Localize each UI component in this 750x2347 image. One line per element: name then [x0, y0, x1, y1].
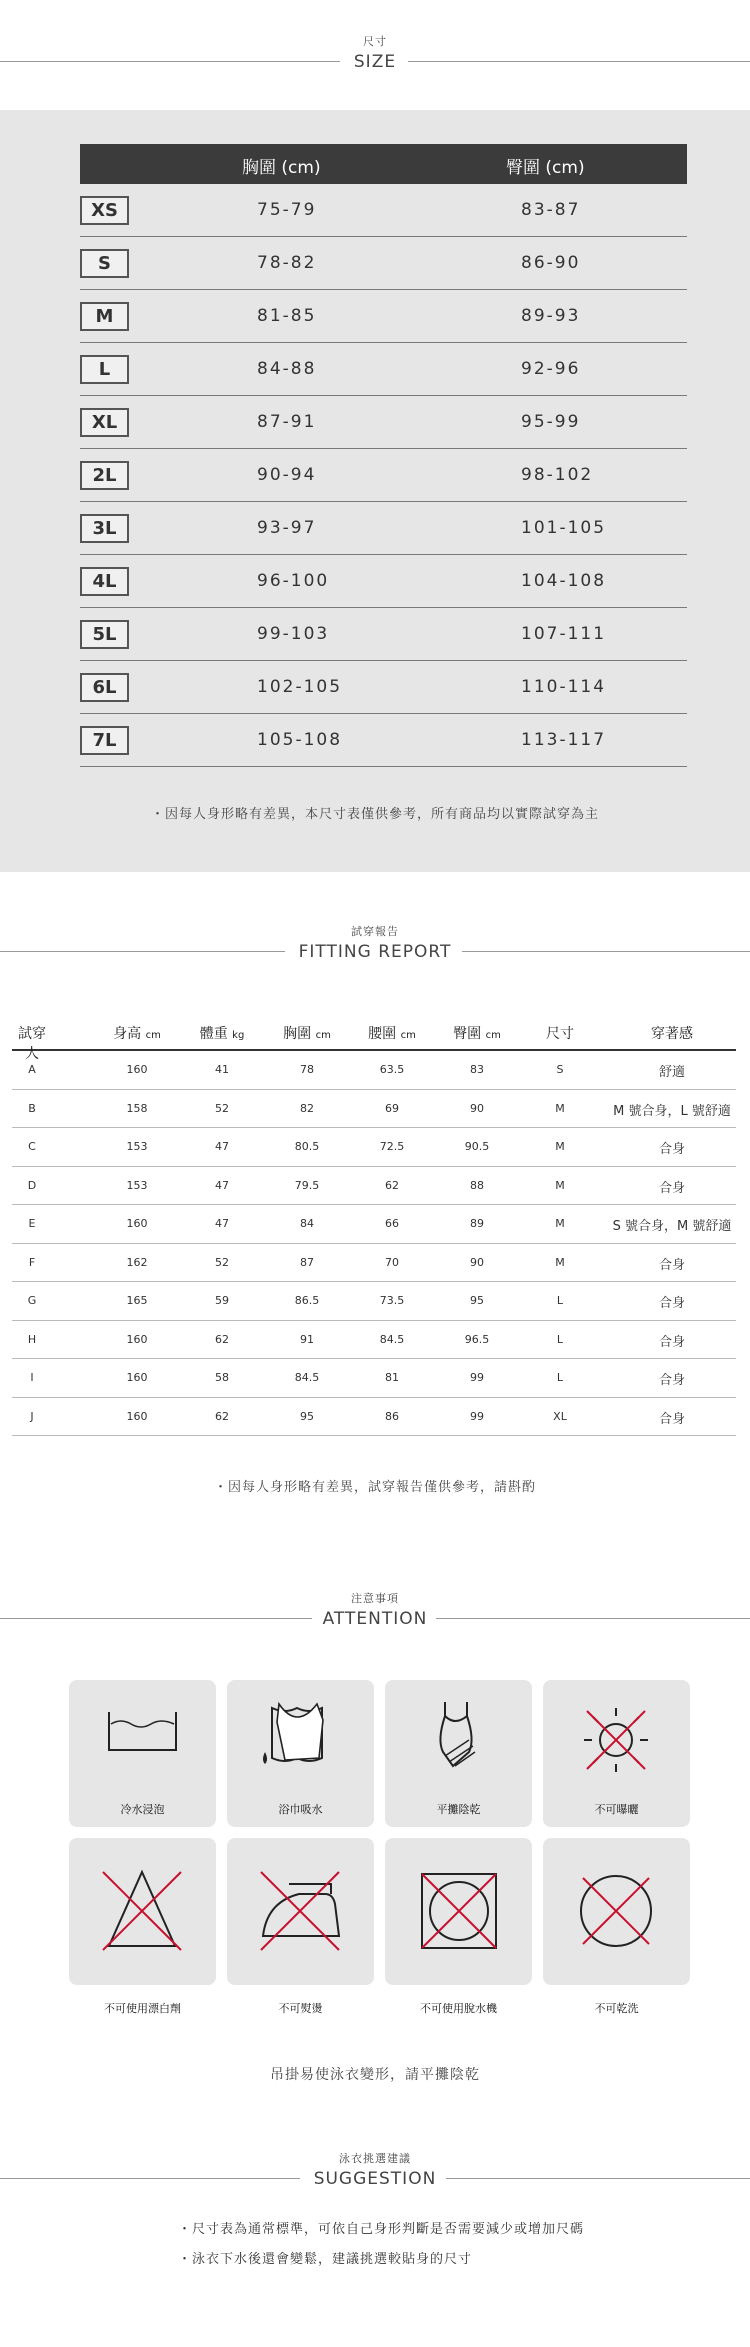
person-cell: H: [27, 1332, 37, 1346]
person-cell: F: [28, 1255, 36, 1269]
care-label: 不可乾洗: [594, 2002, 639, 2015]
chest-cell: 95: [300, 1409, 314, 1423]
height-cell: 153: [126, 1140, 148, 1153]
no-dry-clean-icon: [543, 1838, 690, 1985]
care-card-no-sun: [543, 1680, 690, 1827]
header-weight: 體重 kg: [199, 1026, 245, 1042]
divider-right: [462, 951, 750, 952]
person-cell: E: [28, 1217, 36, 1230]
feel-cell: 合身: [658, 1296, 685, 1311]
chest-cell: 84.5: [294, 1371, 320, 1384]
chest-range: 102-105: [257, 677, 343, 697]
header-size: 尺寸: [546, 1026, 574, 1042]
chest-range: 105-108: [257, 730, 343, 750]
chest-range: 84-88: [257, 359, 317, 379]
care-card-flat-dry: [385, 1680, 532, 1827]
size-badge: 2L: [80, 461, 129, 490]
no-bleach-icon: [69, 1838, 216, 1985]
hip-range: 86-90: [521, 253, 581, 273]
chest-column-header: 胸圍 (cm): [242, 158, 321, 178]
waist-cell: 66: [385, 1217, 399, 1230]
size-cell: L: [556, 1332, 564, 1346]
size-cell: L: [556, 1371, 564, 1384]
hip-cell: 83: [470, 1063, 484, 1076]
hip-range: 113-117: [521, 730, 607, 750]
chest-range: 87-91: [257, 412, 317, 432]
hip-range: 107-111: [521, 624, 607, 644]
hip-range: 104-108: [521, 571, 607, 591]
feel-cell: S 號合身，M 號舒適: [612, 1219, 732, 1234]
height-cell: 162: [126, 1255, 148, 1269]
size-row: [80, 449, 687, 502]
hip-cell: 90: [470, 1255, 484, 1269]
weight-cell: 47: [215, 1217, 229, 1230]
waist-cell: 72.5: [379, 1140, 405, 1153]
size-row: [80, 608, 687, 661]
person-cell: B: [28, 1101, 36, 1115]
person-cell: C: [28, 1140, 36, 1153]
size-cell: M: [555, 1101, 565, 1115]
size-cell: M: [555, 1255, 565, 1269]
height-cell: 160: [126, 1332, 148, 1346]
fitting-title-cn: 試穿報告: [351, 925, 399, 938]
care-card-no-spin: [385, 1838, 532, 1985]
hip-cell: 90.5: [464, 1140, 490, 1153]
hip-range: 92-96: [521, 359, 581, 379]
size-badge: S: [80, 249, 129, 278]
waist-cell: 70: [385, 1255, 399, 1269]
size-badge: 3L: [80, 514, 129, 543]
feel-cell: 合身: [658, 1411, 685, 1427]
size-row: [80, 661, 687, 714]
size-row: [80, 502, 687, 555]
attention-section-header: [0, 1590, 750, 1629]
chest-range: 81-85: [257, 306, 317, 326]
fitting-row: [12, 1167, 736, 1206]
weight-cell: 52: [215, 1255, 229, 1269]
chest-cell: 79.5: [294, 1178, 320, 1192]
fitting-row: [12, 1359, 736, 1398]
feel-cell: 合身: [658, 1257, 685, 1273]
size-cell: M: [555, 1217, 565, 1230]
weight-cell: 41: [215, 1063, 229, 1076]
height-cell: 160: [126, 1371, 148, 1384]
feel-cell: 合身: [658, 1373, 685, 1388]
size-badge: 5L: [80, 620, 129, 649]
weight-cell: 59: [215, 1294, 229, 1307]
care-label: 平攤陰乾: [436, 1803, 481, 1816]
care-card-no-bleach: [69, 1838, 216, 1985]
hip-cell: 89: [470, 1217, 484, 1230]
feel-cell: 合身: [658, 1180, 685, 1196]
care-label: 不可曝曬: [594, 1803, 639, 1816]
fitting-row: [12, 1244, 736, 1283]
size-badge: XL: [80, 408, 129, 437]
fitting-row: [12, 1051, 736, 1090]
size-cell: XL: [553, 1409, 567, 1423]
waist-cell: 84.5: [379, 1332, 405, 1346]
size-cell: M: [555, 1140, 565, 1153]
fitting-row: [12, 1282, 736, 1321]
chest-range: 99-103: [257, 624, 330, 644]
size-row: [80, 290, 687, 343]
weight-cell: 52: [215, 1101, 229, 1115]
care-card-no-dry-clean: [543, 1838, 690, 1985]
hip-cell: 99: [470, 1409, 484, 1423]
attention-title-cn: 注意事項: [351, 1592, 399, 1605]
fitting-section-header: [0, 923, 750, 962]
fitting-row: [12, 1398, 736, 1437]
size-title-en: SIZE: [353, 52, 397, 72]
hip-cell: 96.5: [464, 1332, 490, 1346]
header-waist: 腰圍 cm: [368, 1026, 416, 1042]
weight-cell: 58: [215, 1371, 229, 1384]
height-cell: 158: [126, 1101, 148, 1115]
weight-cell: 47: [215, 1178, 229, 1192]
suggestion-line: ・尺寸表為通常標準，可依自己身形判斷是否需要減少或增加尺碼: [178, 2222, 585, 2237]
suggestion-line: ・泳衣下水後還會變鬆，建議挑選較貼身的尺寸: [178, 2252, 473, 2267]
hip-range: 110-114: [521, 677, 607, 697]
chest-cell: 84: [300, 1217, 314, 1230]
chest-cell: 87: [300, 1255, 314, 1269]
height-cell: 160: [126, 1409, 148, 1423]
divider-left: [0, 61, 340, 62]
divider-left: [0, 2178, 300, 2179]
suggestion-title-cn: 泳衣挑選建議: [339, 2152, 411, 2165]
fitting-row: [12, 1128, 736, 1167]
fitting-table-header: [12, 1015, 736, 1062]
hip-range: 83-87: [521, 200, 581, 220]
size-chart-table: [80, 144, 687, 767]
hip-cell: 88: [470, 1178, 484, 1192]
hip-range: 101-105: [521, 518, 607, 538]
person-cell: I: [30, 1371, 34, 1384]
care-label: 不可熨燙: [278, 2002, 323, 2015]
chest-cell: 82: [300, 1101, 314, 1115]
header-feel: 穿著感: [651, 1026, 693, 1042]
suggestion-title-en: SUGGESTION: [313, 2169, 437, 2189]
care-label: 不可使用漂白劑: [104, 2002, 181, 2015]
hip-range: 89-93: [521, 306, 581, 326]
chest-cell: 91: [300, 1332, 314, 1346]
waist-cell: 69: [385, 1101, 399, 1115]
chest-range: 93-97: [257, 518, 317, 538]
attention-note: 吊掛易使泳衣變形，請平攤陰乾: [270, 2067, 480, 2083]
chest-range: 90-94: [257, 465, 317, 485]
weight-cell: 47: [215, 1140, 229, 1153]
divider-left: [0, 1618, 312, 1619]
divider-right: [436, 1618, 750, 1619]
size-cell: M: [555, 1178, 565, 1192]
height-cell: 165: [126, 1294, 148, 1307]
no-iron-icon: [227, 1838, 374, 1985]
chest-cell: 86.5: [294, 1294, 320, 1307]
fitting-report-table: [12, 1015, 736, 1436]
size-badge: 4L: [80, 567, 129, 596]
size-badge: XS: [80, 196, 129, 225]
waist-cell: 62: [385, 1178, 399, 1192]
header-hip: 臀圍 cm: [453, 1026, 501, 1042]
weight-cell: 62: [215, 1409, 229, 1423]
divider-right: [446, 2178, 750, 2179]
hip-range: 98-102: [521, 465, 594, 485]
fitting-row: [12, 1321, 736, 1360]
care-card-no-iron: [227, 1838, 374, 1985]
suggestion-section-header: [0, 2150, 750, 2189]
divider-right: [408, 61, 750, 62]
size-row: [80, 396, 687, 449]
fitting-row: [12, 1090, 736, 1129]
chest-range: 96-100: [257, 571, 330, 591]
chest-range: 75-79: [257, 200, 317, 220]
size-table-header: [80, 144, 687, 184]
size-row: [80, 555, 687, 608]
size-badge: 7L: [80, 726, 129, 755]
person-cell: D: [27, 1178, 37, 1192]
height-cell: 153: [126, 1178, 148, 1192]
hip-cell: 99: [470, 1371, 484, 1384]
chest-cell: 80.5: [294, 1140, 320, 1153]
size-note: ・因每人身形略有差異，本尺寸表僅供參考，所有商品均以實際試穿為主: [150, 807, 599, 822]
size-cell: S: [556, 1063, 564, 1076]
header-chest: 胸圍 cm: [283, 1026, 331, 1042]
fitting-title-en: FITTING REPORT: [298, 942, 452, 962]
height-cell: 160: [126, 1217, 148, 1230]
care-card-towel: [227, 1680, 374, 1827]
size-badge: M: [80, 302, 129, 331]
hip-cell: 95: [470, 1294, 484, 1307]
feel-cell: 合身: [658, 1334, 685, 1350]
size-cell: L: [556, 1294, 564, 1307]
hip-column-header: 臀圍 (cm): [506, 158, 585, 178]
fitting-note: ・因每人身形略有差異，試穿報告僅供參考，請斟酌: [213, 1480, 536, 1495]
divider-left: [0, 951, 285, 952]
size-badge: 6L: [80, 673, 129, 702]
care-label: 冷水浸泡: [120, 1803, 165, 1816]
waist-cell: 73.5: [379, 1294, 405, 1307]
care-card-cold-water: [69, 1680, 216, 1827]
attention-title-en: ATTENTION: [322, 1609, 428, 1629]
chest-range: 78-82: [257, 253, 317, 273]
size-title-cn: 尺寸: [363, 35, 387, 48]
person-cell: A: [28, 1063, 36, 1076]
size-row: [80, 714, 687, 767]
waist-cell: 86: [385, 1409, 399, 1423]
waist-cell: 81: [385, 1371, 399, 1384]
fitting-row: [12, 1205, 736, 1244]
weight-cell: 62: [215, 1332, 229, 1346]
size-row: [80, 343, 687, 396]
feel-cell: 舒適: [658, 1065, 685, 1080]
size-badge: L: [80, 355, 129, 384]
chest-cell: 78: [300, 1063, 314, 1076]
header-height: 身高 cm: [113, 1026, 161, 1042]
size-row: [80, 184, 687, 237]
hip-range: 95-99: [521, 412, 581, 432]
person-cell: J: [30, 1409, 34, 1423]
waist-cell: 63.5: [379, 1063, 405, 1076]
person-cell: G: [27, 1294, 37, 1307]
care-label: 浴巾吸水: [278, 1803, 323, 1816]
feel-cell: 合身: [658, 1142, 685, 1157]
header-person: 試穿人: [18, 1026, 46, 1062]
no-spin-dry-icon: [385, 1838, 532, 1985]
height-cell: 160: [126, 1063, 148, 1076]
care-label: 不可使用脫水機: [420, 2002, 497, 2015]
size-section-header: [0, 33, 750, 72]
size-row: [80, 237, 687, 290]
hip-cell: 90: [470, 1101, 484, 1115]
feel-cell: M 號合身，L 號舒適: [613, 1103, 731, 1119]
